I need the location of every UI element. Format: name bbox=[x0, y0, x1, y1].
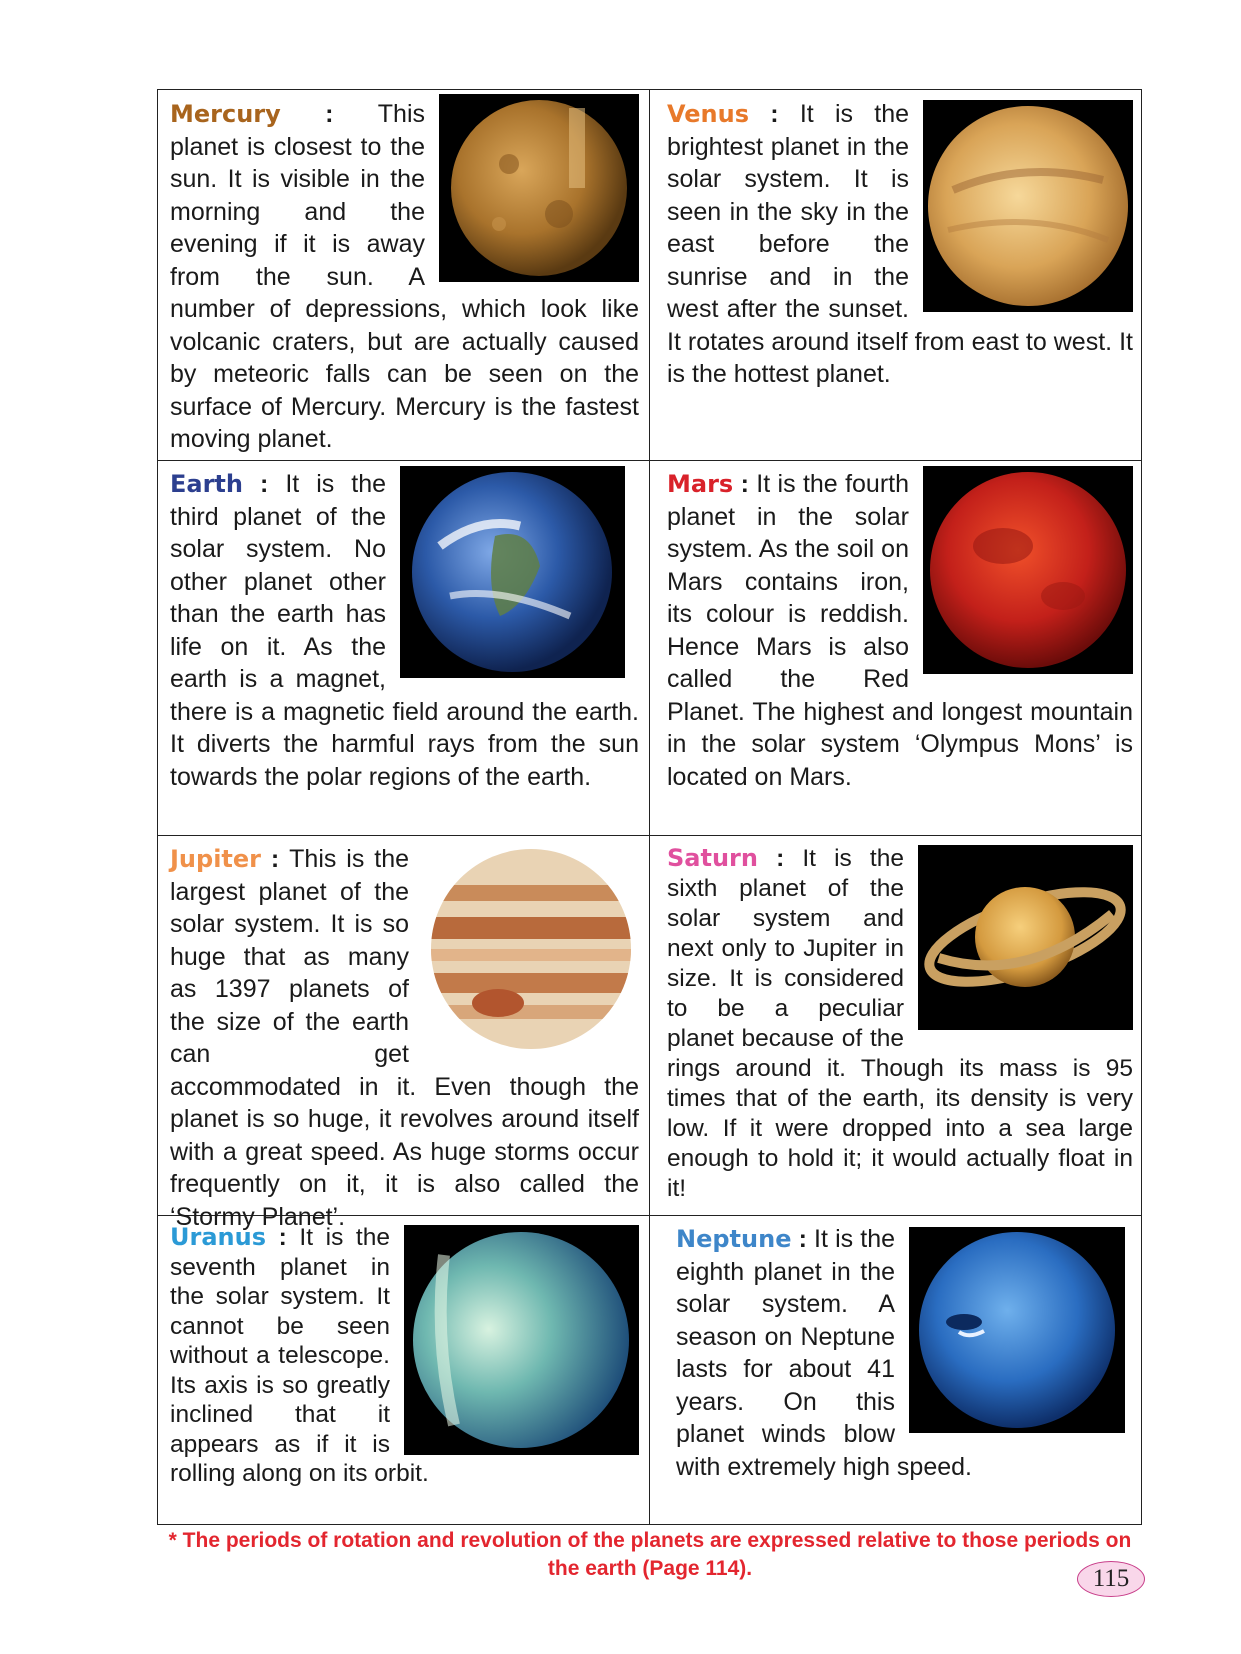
uranus-cell bbox=[158, 1215, 649, 1526]
mercury-name: Mercury bbox=[170, 100, 281, 128]
jupiter-image bbox=[423, 845, 639, 1053]
jupiter-text: This is the largest planet of the solar system. It is so huge that as many as 1397 planets of the size of the earth can get accommodated in it. Even though the planet is so huge, it revolves around itself with a great speed. As huge storms occur frequently on it, it is also called the ‘Stormy Planet’. bbox=[170, 845, 639, 1231]
mars-name: Mars bbox=[667, 470, 734, 498]
jupiter-separator: : bbox=[261, 845, 290, 873]
uranus-text: It is the seventh planet in the solar system. It cannot be seen without a telescope. Its axis is so greatly inclined that it appears as if it is rolling along on its orbit. bbox=[170, 1224, 429, 1487]
neptune-separator: : bbox=[791, 1225, 815, 1253]
uranus-name: Uranus bbox=[170, 1223, 266, 1251]
earth-separator: : bbox=[242, 470, 286, 498]
earth-image bbox=[400, 466, 625, 678]
uranus-image bbox=[404, 1225, 639, 1455]
mars-text: It is the fourth planet in the solar system. As the soil on Mars contains iron, its colour is reddish. Hence Mars is also called the Red Planet. The highest and longest mountain in the solar system ‘Olympus Mons’ is located on Mars. bbox=[667, 470, 1133, 791]
uranus-separator: : bbox=[265, 1224, 300, 1251]
mercury-text: This planet is closest to the sun. It is visible in the morning and the evening if it is away from the sun. A number of depressions, which look like volcanic craters, but are actually caused by meteoric falls can be seen on the surface of Mercury. Mercury is the fastest moving planet. bbox=[170, 100, 639, 453]
earth-name: Earth bbox=[170, 470, 243, 498]
page-number: 115 bbox=[1077, 1561, 1145, 1597]
saturn-image bbox=[918, 845, 1133, 1030]
neptune-name: Neptune bbox=[676, 1225, 792, 1253]
footnote: * The periods of rotation and revolution of the planets are expressed relative to those periods on the earth (Page 114). bbox=[168, 1529, 1132, 1580]
venus-separator: : bbox=[749, 100, 800, 128]
saturn-cell bbox=[649, 835, 1143, 1215]
earth-text: It is the third planet of the solar system. No other planet other than the earth has life on it. As the earth is a magnet, there is a magnetic field around the earth. It diverts the harmful rays from the sun towards the polar regions of the earth. bbox=[170, 470, 639, 791]
venus-image bbox=[923, 100, 1133, 312]
neptune-text: It is the eighth planet in the solar system. A season on Neptune lasts for about 41 years. On this planet winds blow with extremely high speed. bbox=[676, 1225, 972, 1481]
venus-text: It is the brightest planet in the solar system. It is seen in the sky in the east before the sunrise and in the west after the sunset. It rotates around itself from east to west. It is the hottest planet. bbox=[667, 100, 1133, 388]
neptune-cell bbox=[649, 1215, 1143, 1526]
saturn-text: It is the sixth planet of the solar system and next only to Jupiter in size. It is considered to be a peculiar planet because of the rings around it. Though its mass is 95 times that of the earth, its density is very low. If it were dropped into a sea large enough to hold it; it would actually float in it! bbox=[667, 845, 1133, 1202]
earth-cell bbox=[158, 460, 649, 835]
mars-separator: : bbox=[733, 470, 757, 498]
jupiter-cell bbox=[158, 835, 649, 1231]
saturn-name: Saturn bbox=[667, 844, 758, 872]
mars-cell bbox=[649, 460, 1143, 835]
mars-image bbox=[923, 466, 1133, 674]
mercury-cell bbox=[158, 90, 649, 460]
mercury-separator: : bbox=[280, 100, 378, 128]
mercury-image bbox=[439, 94, 639, 282]
jupiter-name: Jupiter bbox=[170, 845, 262, 873]
venus-name: Venus bbox=[667, 100, 749, 128]
planets-table bbox=[157, 89, 1142, 1525]
neptune-image bbox=[909, 1227, 1125, 1433]
saturn-separator: : bbox=[757, 845, 803, 872]
venus-cell bbox=[649, 90, 1143, 460]
